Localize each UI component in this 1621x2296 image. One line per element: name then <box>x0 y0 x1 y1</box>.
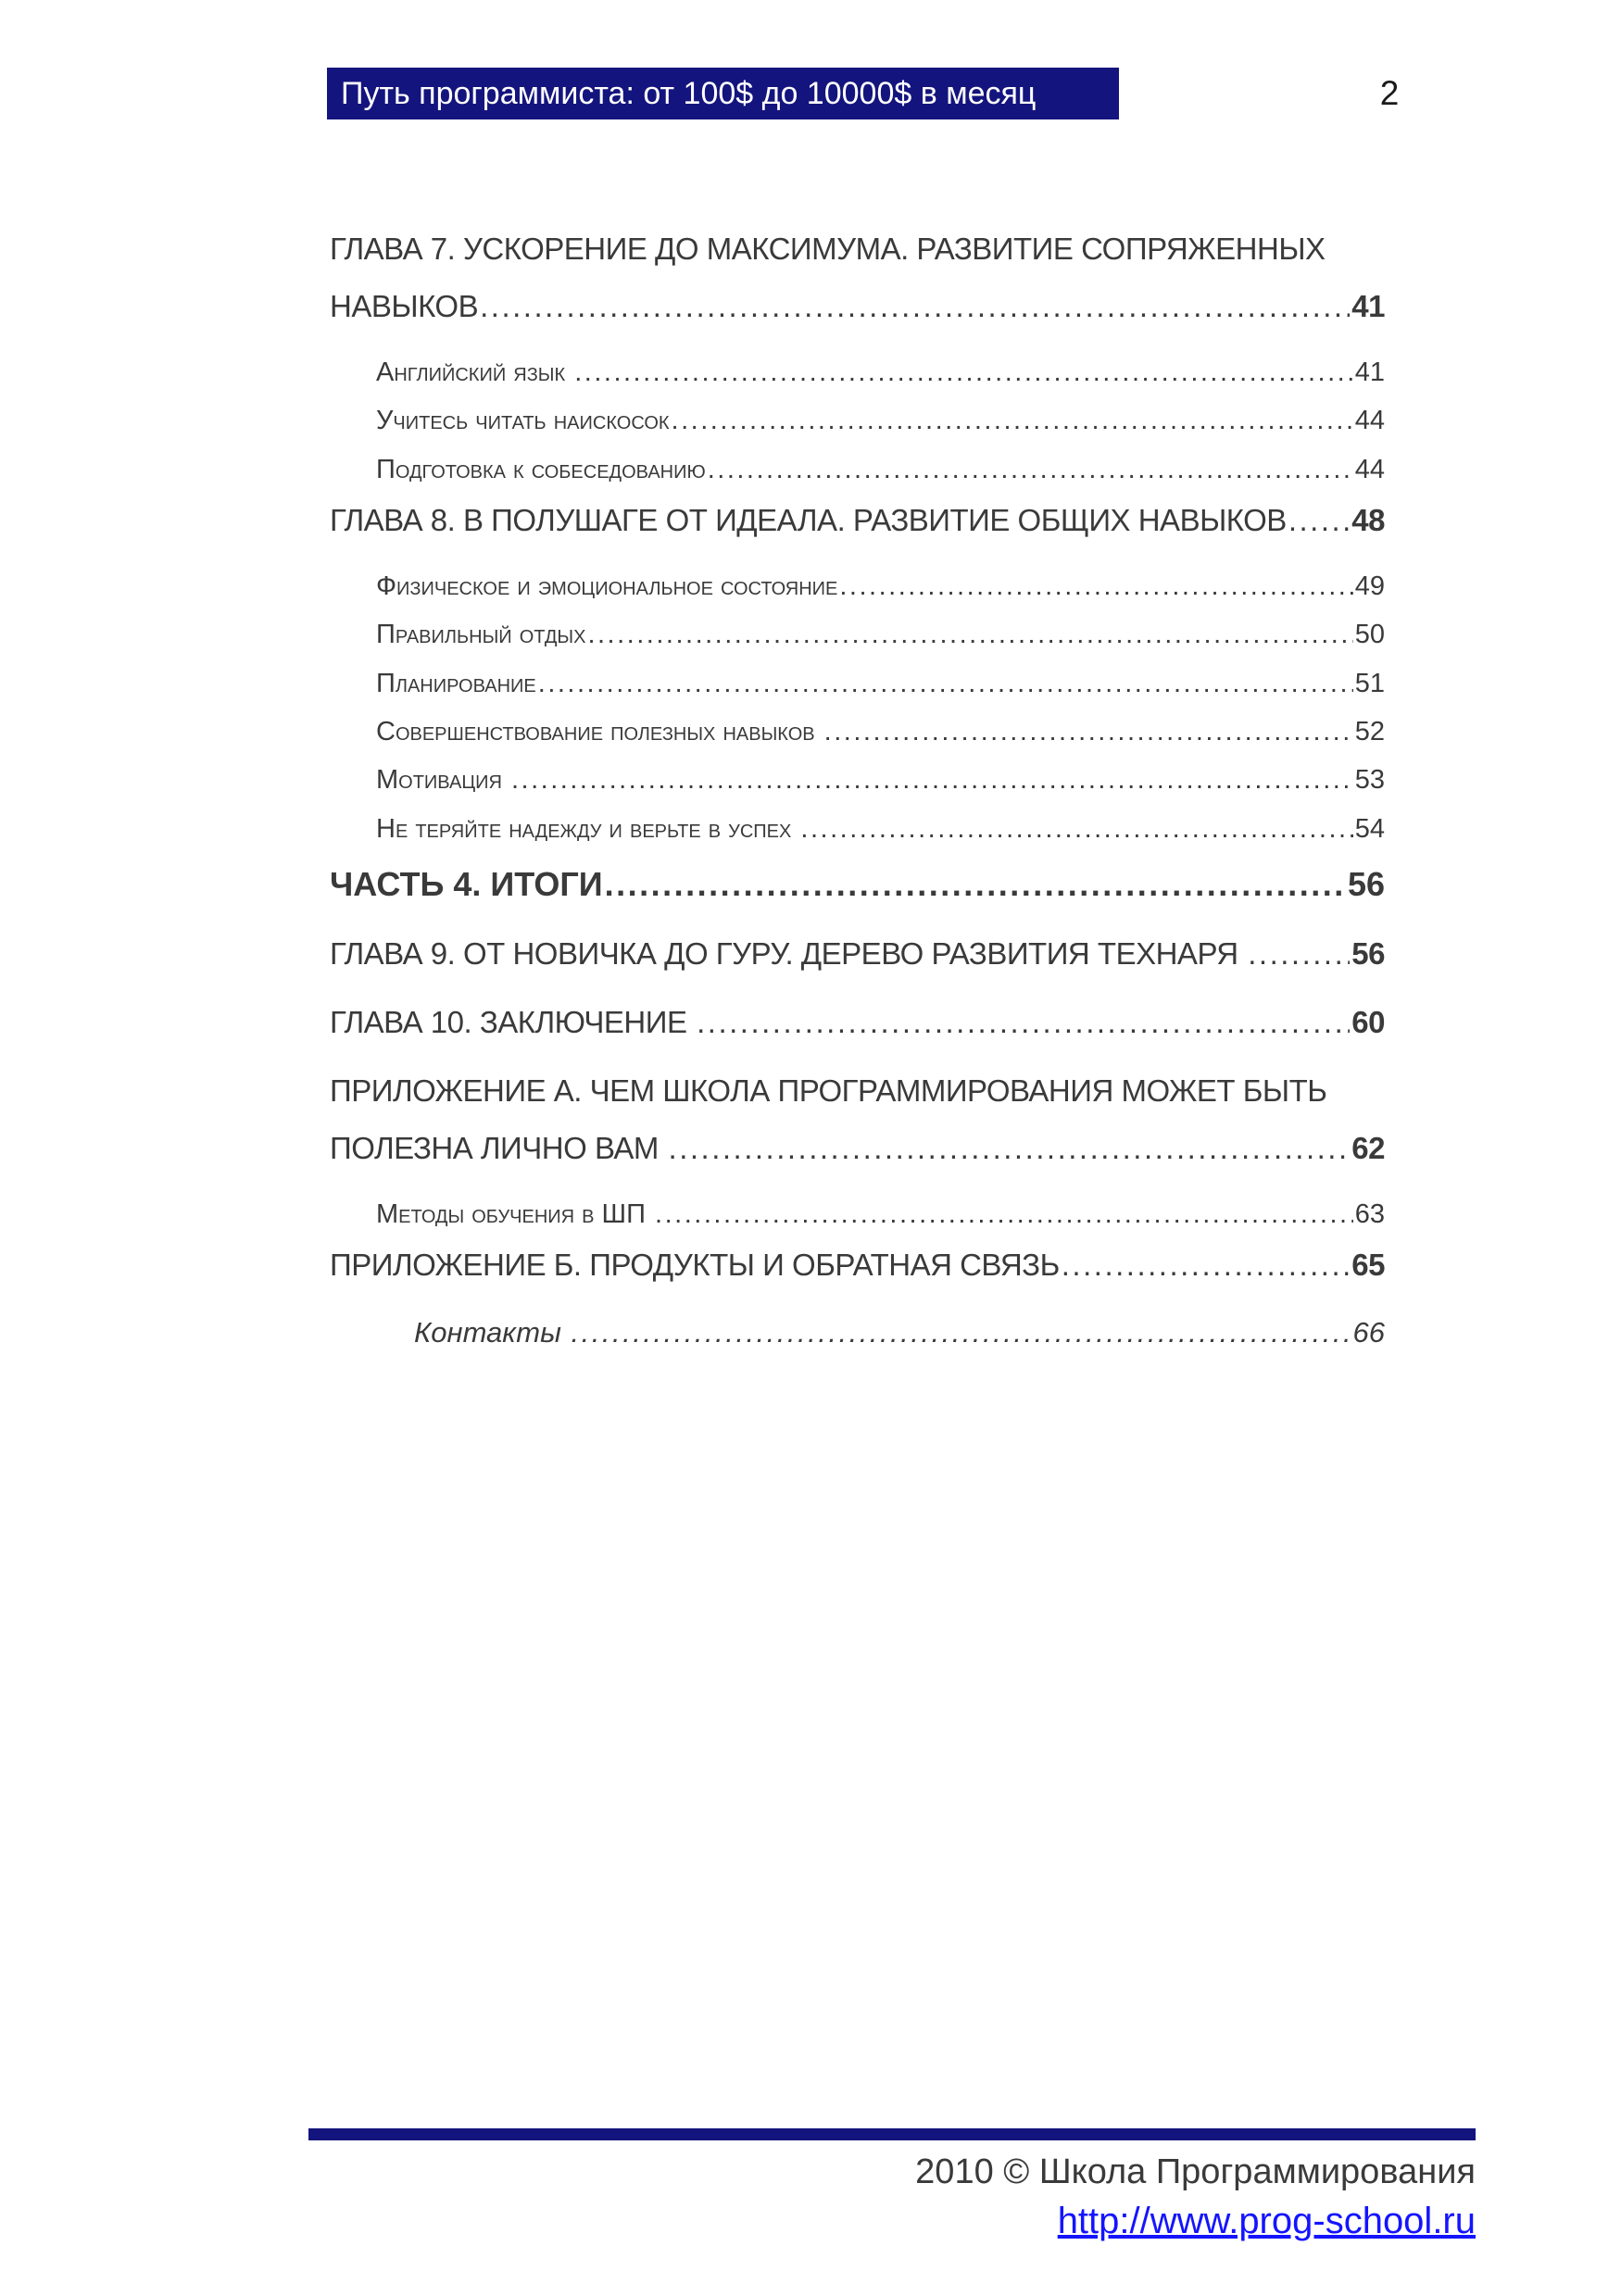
toc-entry-row <box>330 232 1385 267</box>
toc-entry-title: ПРИЛОЖЕНИЕ А. ЧЕМ ШКОЛА ПРОГРАММИРОВАНИЯ МОЖЕТ БЫТЬ <box>330 1073 1327 1109</box>
toc-entry-title: ЧАСТЬ 4. ИТОГИ <box>330 864 603 903</box>
toc-page-number: 65 <box>1351 1248 1385 1283</box>
toc-entry <box>330 765 1385 796</box>
toc-entry-title: ГЛАВА 9. ОТ НОВИЧКА ДО ГУРУ. ДЕРЕВО РАЗВИТИЯ ТЕХНАРЯ <box>330 936 1247 972</box>
toc-entry-row <box>330 1199 1385 1230</box>
dot-leader <box>669 1131 1351 1166</box>
toc-entry-row <box>330 1248 1385 1283</box>
toc-entry <box>330 1199 1385 1230</box>
toc-entry-row <box>330 358 1385 388</box>
dot-leader <box>605 865 1346 903</box>
toc-entry-row <box>330 717 1385 747</box>
dot-leader <box>655 1199 1353 1230</box>
toc-entry-title: Физическое и эмоциональное состояние <box>376 571 838 601</box>
toc-page-number: 41 <box>1354 357 1385 387</box>
toc-entry <box>330 232 1385 324</box>
toc-entry-row <box>330 1316 1385 1349</box>
toc <box>330 232 1385 1349</box>
dot-leader <box>480 289 1350 324</box>
toc-entry <box>330 669 1385 699</box>
dot-leader <box>1288 503 1350 538</box>
toc-entry-row <box>330 455 1385 485</box>
toc-entry-title: ГЛАВА 8. В ПОЛУШАГЕ ОТ ИДЕАЛА. РАЗВИТИЕ ОБЩИХ НАВЫКОВ <box>330 502 1287 537</box>
toc-entry-title: Не теряйте надежду и верьте в успех <box>376 813 799 844</box>
toc-entry-title: Правильный отдых <box>376 620 586 650</box>
dot-leader <box>800 814 1352 845</box>
toc-entry <box>330 358 1385 388</box>
toc-entry <box>330 503 1385 538</box>
dot-leader <box>824 717 1353 747</box>
toc-entry-title: Методы обучения в ШП <box>376 1199 654 1230</box>
toc-entry <box>330 1316 1385 1349</box>
toc-entry-row <box>330 1131 1385 1166</box>
toc-entry-row <box>330 1005 1385 1040</box>
header-bar <box>327 68 1119 119</box>
dot-leader <box>1062 1248 1351 1283</box>
dot-leader <box>511 765 1353 796</box>
toc-entry-row <box>330 503 1385 538</box>
toc-entry-row <box>330 669 1385 699</box>
toc-page-number: 60 <box>1351 1005 1385 1040</box>
toc-entry <box>330 865 1385 903</box>
toc-entry-title: Английский язык <box>376 357 573 387</box>
toc-entry-row <box>330 865 1385 903</box>
toc-page-number: 51 <box>1354 668 1385 698</box>
toc-entry <box>330 717 1385 747</box>
toc-entry-row <box>330 620 1385 650</box>
toc-page-number: 52 <box>1354 716 1385 747</box>
toc-page-number: 41 <box>1351 288 1385 323</box>
dot-leader <box>572 1316 1351 1349</box>
toc-entry-row <box>330 571 1385 602</box>
dot-leader <box>708 455 1353 485</box>
toc-entry-title: ПРИЛОЖЕНИЕ Б. ПРОДУКТЫ И ОБРАТНАЯ СВЯЗЬ <box>330 1248 1060 1283</box>
toc-entry <box>330 406 1385 436</box>
toc-entry-title: Мотивация <box>376 765 509 796</box>
toc-entry-title: НАВЫКОВ <box>330 288 479 323</box>
dot-leader <box>839 571 1352 602</box>
toc-entry-row <box>330 1073 1385 1109</box>
toc-entry <box>330 814 1385 845</box>
toc-page-number: 48 <box>1351 502 1385 537</box>
toc-entry-row <box>330 814 1385 845</box>
toc-entry-row <box>330 765 1385 796</box>
toc-page-number: 49 <box>1354 571 1385 601</box>
toc-entry <box>330 1073 1385 1166</box>
toc-page-number: 56 <box>1347 864 1385 903</box>
footer-link-row <box>308 2201 1476 2242</box>
dot-leader <box>538 669 1353 699</box>
toc-entry-title: Планирование <box>376 668 536 698</box>
toc-entry-row <box>330 406 1385 436</box>
page-number: 2 <box>1379 74 1400 112</box>
toc-page-number: 63 <box>1354 1199 1385 1230</box>
toc-page-number: 66 <box>1352 1316 1385 1349</box>
toc-page-number: 50 <box>1354 620 1385 650</box>
footer-copyright: 2010 © Школа Программирования <box>915 2152 1476 2191</box>
footer-rule <box>308 2128 1476 2140</box>
toc-entry-title: Учитесь читать наискосок <box>376 406 670 436</box>
toc-entry-title: ГЛАВА 10. ЗАКЛЮЧЕНИЕ <box>330 1005 696 1040</box>
toc-entry <box>330 455 1385 485</box>
dot-leader <box>697 1005 1350 1040</box>
toc-page-number: 44 <box>1354 406 1385 436</box>
toc-page-number: 53 <box>1354 765 1385 796</box>
toc-entry-row <box>330 289 1385 324</box>
dot-leader <box>672 406 1353 436</box>
toc-entry <box>330 936 1385 972</box>
toc-entry <box>330 1248 1385 1283</box>
toc-entry-title: Совершенствование полезных навыков <box>376 716 823 747</box>
footer-link[interactable]: http://www.prog-school.ru <box>1057 2201 1476 2241</box>
toc-page-number: 56 <box>1351 936 1385 972</box>
dot-leader <box>587 620 1352 650</box>
toc-page-number: 44 <box>1354 454 1385 484</box>
toc-entry <box>330 571 1385 602</box>
toc-entry-title: Контакты <box>414 1316 570 1349</box>
toc-page-number: 54 <box>1354 813 1385 844</box>
toc-page-number: 62 <box>1351 1131 1385 1166</box>
toc-entry <box>330 1005 1385 1040</box>
toc-entry-title: ПОЛЕЗНА ЛИЧНО ВАМ <box>330 1131 667 1166</box>
toc-entry-title: ГЛАВА 7. УСКОРЕНИЕ ДО МАКСИМУМА. РАЗВИТИЕ СОПРЯЖЕННЫХ <box>330 232 1326 266</box>
dot-leader <box>574 358 1353 388</box>
toc-entry <box>330 620 1385 650</box>
dot-leader <box>1248 936 1350 972</box>
toc-entry-title: Подготовка к собеседованию <box>376 454 706 484</box>
toc-entry-row <box>330 936 1385 972</box>
header-title: Путь программиста: от 100$ до 10000$ в месяц <box>341 76 1037 111</box>
